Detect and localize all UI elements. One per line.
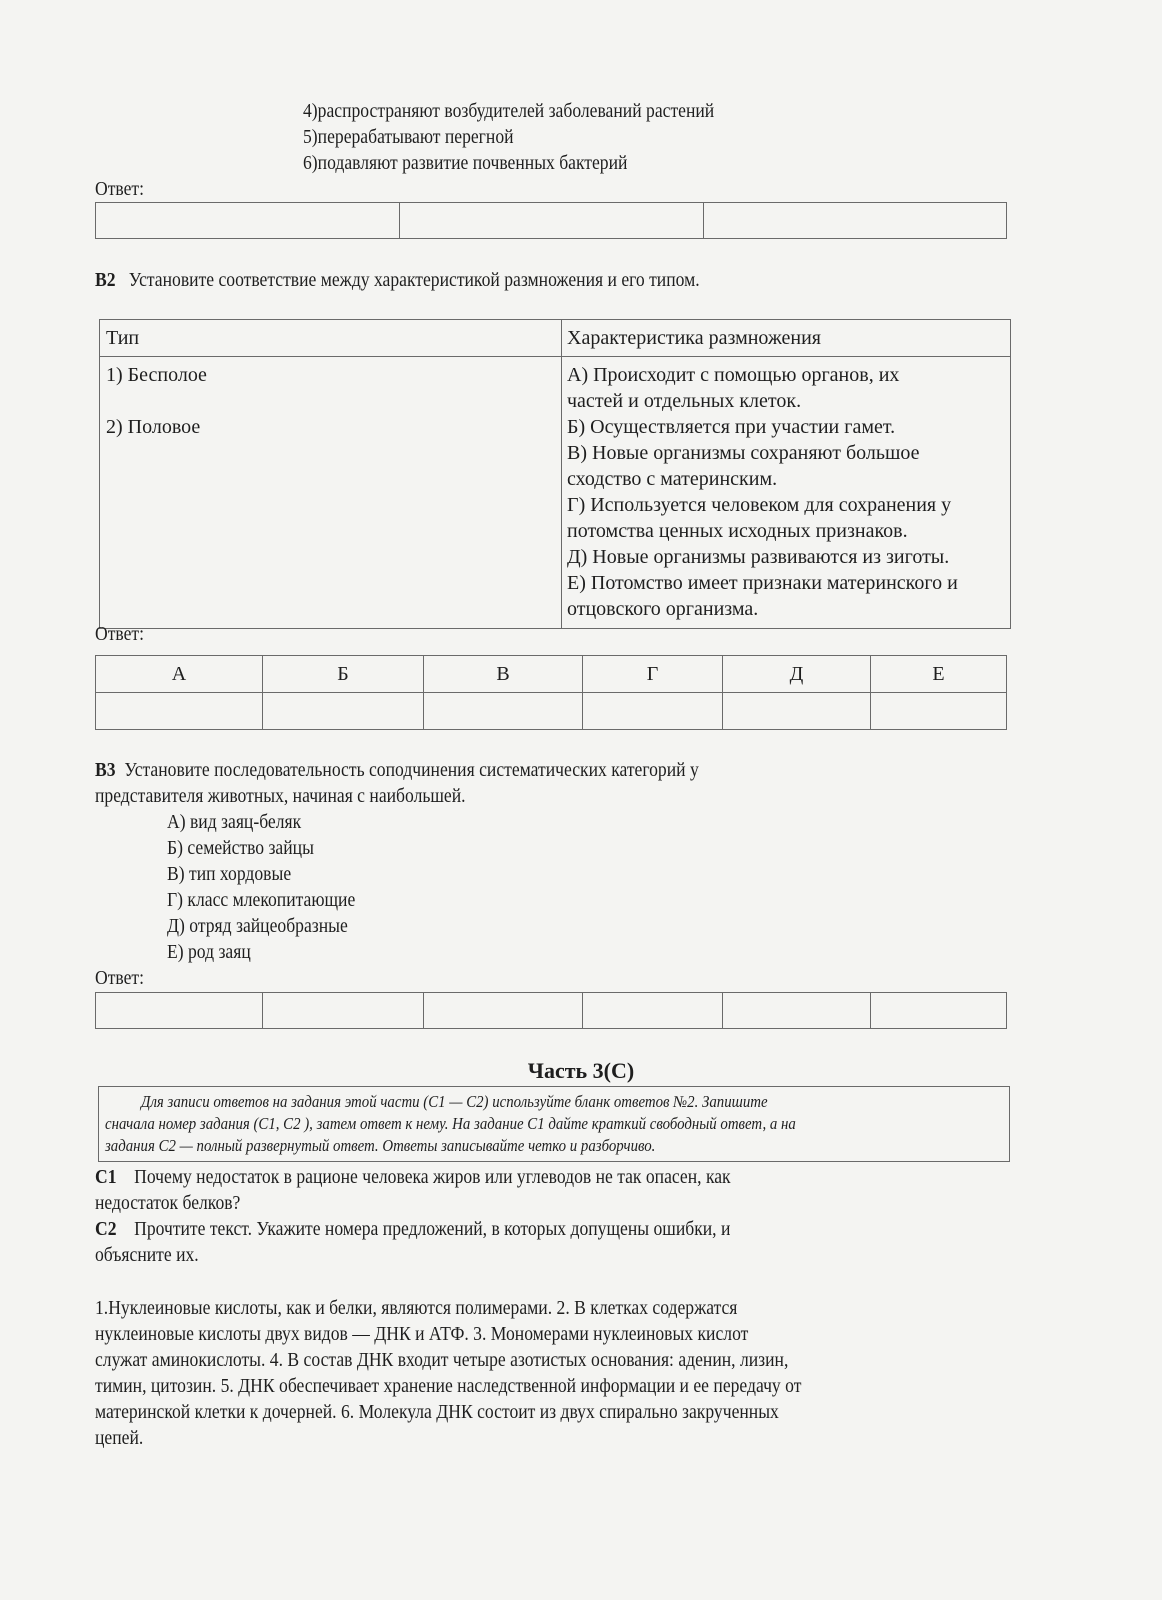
b2-answer-cell[interactable] — [583, 693, 723, 730]
b2-question — [95, 267, 700, 293]
b2-types-cell — [100, 357, 562, 629]
b3-answer-table — [95, 992, 1007, 1029]
b2-answer-table — [95, 655, 1007, 730]
b2-answer-cell[interactable] — [871, 693, 1007, 730]
b2-characteristics-cell — [562, 357, 1011, 629]
c1-number: С1 — [95, 1166, 117, 1188]
b1-answer-label: Ответ: — [95, 178, 145, 200]
c1-question-text: Почему недостаток в рационе человека жиров или углеводов не так опасен, как — [134, 1166, 731, 1188]
b2-char-line: Г) Используется человеком для сохранения у — [567, 494, 952, 516]
b2-answer-header: Д — [723, 656, 871, 693]
b2-number: B2 — [95, 269, 116, 291]
b2-char-line: потомства ценных исходных признаков. — [567, 520, 908, 542]
b2-char-line: отцовского организма. — [567, 598, 759, 620]
b3-option: А) вид заяц-беляк — [167, 811, 302, 833]
b2-type-asexual: 1) Бесполое — [106, 364, 207, 386]
b2-answer-header: Б — [263, 656, 424, 693]
b2-type-sexual: 2) Половое — [106, 416, 201, 438]
b2-answer-header: Г — [583, 656, 723, 693]
b3-option: Б) семейство зайцы — [167, 837, 314, 859]
b3-option: Г) класс млекопитающие — [167, 889, 356, 911]
b1-option-4: 4)распространяют возбудителей заболеваний растений — [303, 100, 715, 122]
b2-answer-label: Ответ: — [95, 623, 145, 645]
b2-matching-table — [99, 319, 1011, 629]
b3-question-text: Установите последовательность соподчинения систематических категорий у — [124, 759, 699, 781]
b2-answer-cell[interactable] — [723, 693, 871, 730]
b3-answer-cell[interactable] — [424, 993, 583, 1029]
c2-text-line: материнской клетки к дочерней. 6. Молекула ДНК состоит из двух спирально закрученных — [95, 1401, 779, 1423]
b2-char-line: сходство с материнским. — [567, 468, 778, 490]
b2-char-line: Д) Новые организмы развиваются из зиготы. — [567, 546, 950, 568]
c2-text-line: служат аминокислоты. 4. В состав ДНК входит четыре азотистых основания: аденин, лизин, — [95, 1349, 789, 1371]
b2-answer-cell[interactable] — [424, 693, 583, 730]
part3-instructions-box — [98, 1086, 1010, 1162]
c2-text-line: 1.Нуклеиновые кислоты, как и белки, являются полимерами. 2. В клетках содержатся — [95, 1297, 738, 1319]
instructions-line: Для записи ответов на задания этой части (С1 — С2) используйте бланк ответов №2. Запишите — [141, 1092, 768, 1111]
b3-answer-cell[interactable] — [96, 993, 263, 1029]
b1-answer-cell[interactable] — [704, 203, 1007, 239]
b2-answer-header: Е — [871, 656, 1007, 693]
c2-question-line1 — [95, 1216, 730, 1242]
b3-option: Д) отряд зайцеобразные — [167, 915, 348, 937]
c2-number: С2 — [95, 1218, 117, 1240]
b2-answer-cell[interactable] — [263, 693, 424, 730]
b3-answer-cell[interactable] — [263, 993, 424, 1029]
b3-answer-cell[interactable] — [871, 993, 1007, 1029]
c2-text-line: цепей. — [95, 1427, 144, 1449]
c1-question-line1 — [95, 1164, 731, 1190]
b2-char-line: частей и отдельных клеток. — [567, 390, 802, 412]
c2-question-line2: объясните их. — [95, 1244, 199, 1266]
b2-header-characteristic: Характеристика размножения — [562, 320, 1011, 357]
b2-char-line: Б) Осуществляется при участии гамет. — [567, 416, 896, 438]
b1-answer-cell[interactable] — [96, 203, 400, 239]
b3-answer-label: Ответ: — [95, 967, 145, 989]
b2-char-line: В) Новые организмы сохраняют большое — [567, 442, 920, 464]
b1-answer-table — [95, 202, 1007, 239]
b1-option-6: 6)подавляют развитие почвенных бактерий — [303, 152, 628, 174]
b2-answer-cell[interactable] — [96, 693, 263, 730]
b2-answer-header: В — [424, 656, 583, 693]
b3-answer-cell[interactable] — [583, 993, 723, 1029]
b1-answer-cell[interactable] — [400, 203, 704, 239]
b3-answer-cell[interactable] — [723, 993, 871, 1029]
b2-header-type: Тип — [100, 320, 562, 357]
b1-option-5: 5)перерабатывают перегной — [303, 126, 514, 148]
b3-number: B3 — [95, 759, 116, 781]
b3-option: Е) род заяц — [167, 941, 251, 963]
instructions-line: задания С2 — полный развернутый ответ. Ответы записывайте четко и разборчиво. — [105, 1136, 656, 1155]
c1-question-line2: недостаток белков? — [95, 1192, 241, 1214]
b3-question-line2: представителя животных, начиная с наибольшей. — [95, 785, 466, 807]
b3-option: В) тип хордовые — [167, 863, 292, 885]
c2-text-line: нуклеиновые кислоты двух видов — ДНК и АТФ. 3. Мономерами нуклеиновых кислот — [95, 1323, 749, 1345]
b2-char-line: А) Происходит с помощью органов, их — [567, 364, 900, 386]
b2-answer-header: А — [96, 656, 263, 693]
c2-question-text: Прочтите текст. Укажите номера предложений, в которых допущены ошибки, и — [134, 1218, 731, 1240]
b2-question-text: Установите соответствие между характеристикой размножения и его типом. — [128, 269, 700, 291]
instructions-line: сначала номер задания (С1, С2 ), затем ответ к нему. На задание С1 дайте краткий свободный ответ, а на — [105, 1114, 796, 1133]
b3-question-line1 — [95, 757, 699, 783]
part3-title: Часть 3(С) — [527, 1058, 635, 1083]
b2-char-line: Е) Потомство имеет признаки материнского и — [567, 572, 958, 594]
c2-text-line: тимин, цитозин. 5. ДНК обеспечивает хранение наследственной информации и ее передачу от — [95, 1375, 802, 1397]
